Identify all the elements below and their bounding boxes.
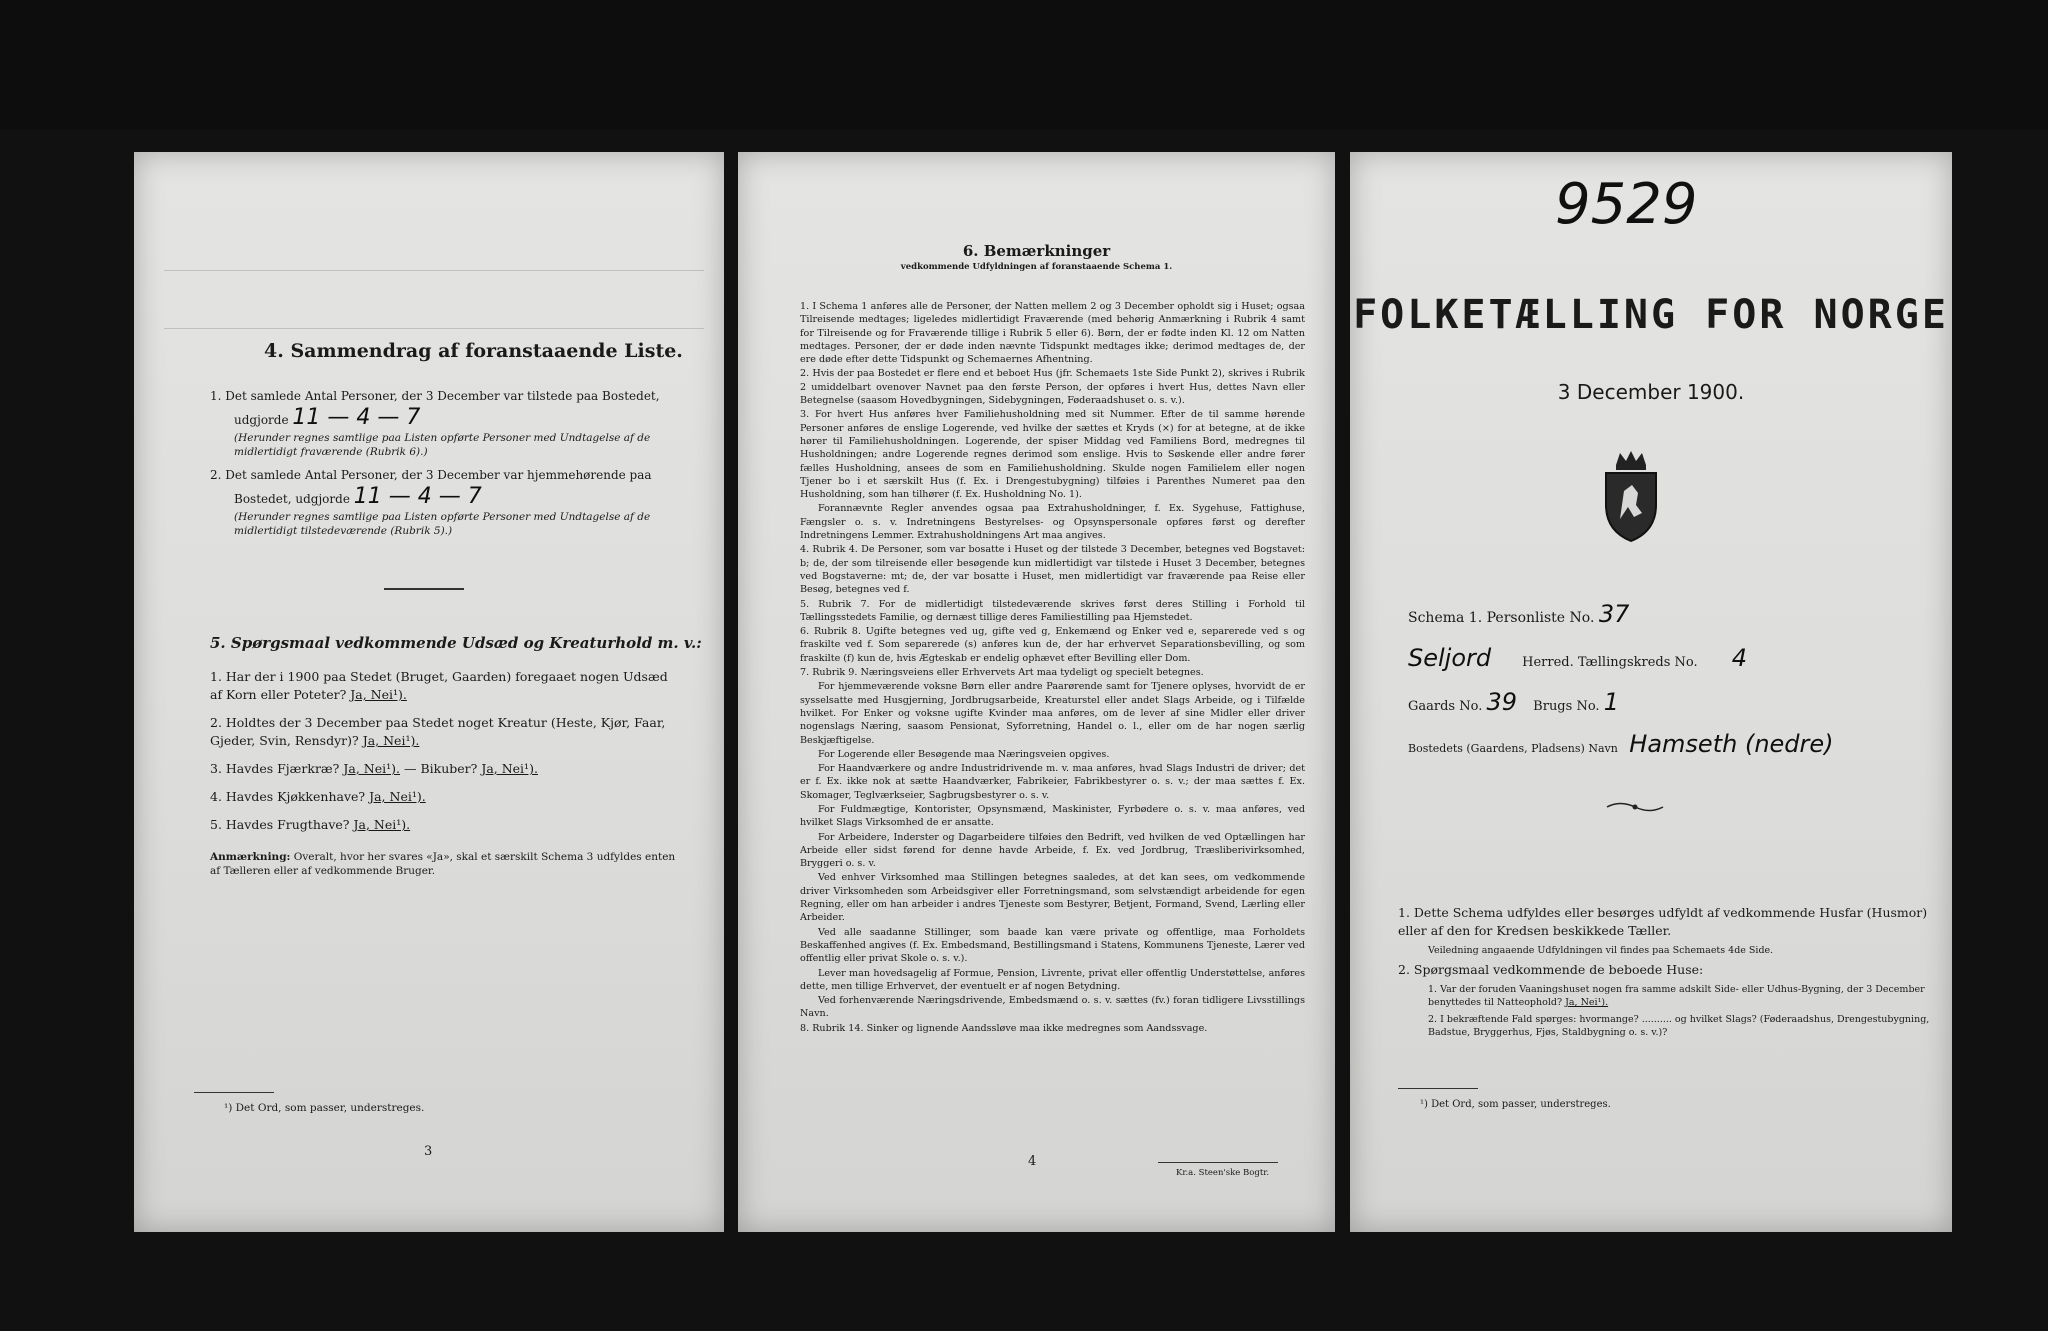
page-number: 3 xyxy=(424,1144,433,1159)
remark-paragraph: 2. Hvis der paa Bostedet er flere end et beboet Hus (jfr. Schemaets 1ste Side Punkt 2), skrives i Rubrik 2 umiddelbart ovenover Navnet paa den første Person, der opføres i hvert Hus, dettes Navn eller Betegnelse (saasom Hovedbygningen, Sidebygningen, Føderaadshuset o. s. v.). xyxy=(800,368,1305,407)
note-1-sub: Veiledning angaaende Udfyldningen vil findes paa Schemaets 4de Side. xyxy=(1428,945,1774,956)
remark-paragraph: For Logerende eller Besøgende maa Næringsveien opgives. xyxy=(818,748,1110,760)
question-5-answer: Ja, Nei¹). xyxy=(353,817,411,832)
kreds-value: 4 xyxy=(1731,644,1748,672)
remark-paragraph: 3. For hvert Hus anføres hver Familiehusholdning med sit Nummer. Efter de til samme hørende Personer anføres de enslige Logerende, ved hvilke der sættes et Kryds (×) for at betegne, at de ikke hører til Familiehusholdningen. Logerende, der spiser Middag ved Familiens Bord, medregnes til Husholdningen; andre Logerende regnes derimod som enslige. Hvis to Søskende eller andre fører fælles Husholdning, ansees de som en Familiehusholdning. Skulde nogen Familielem eller nogen Tjener bo i et særskilt Hus (f. Ex. i Drengestubygning) tilføies i Parenthes Numeret paa den Husholdning, som han tilhører (f. Ex. Husholdning No. 1). xyxy=(800,409,1305,501)
footnote-rule xyxy=(194,1092,274,1093)
archive-number: 9529 xyxy=(1555,172,1698,237)
question-3a-answer: Ja, Nei¹). xyxy=(343,761,400,776)
item-1-value: 11 — 4 — 7 xyxy=(292,405,421,430)
right-page xyxy=(1350,152,1952,1232)
remark-paragraph: 8. Rubrik 14. Sinker og lignende Aandssløve maa ikke medregnes som Aandssvage. xyxy=(800,1022,1208,1034)
kreds-label: Tællingskreds No. xyxy=(1577,655,1698,670)
left-page xyxy=(134,152,724,1232)
remarks-body xyxy=(800,300,1305,1036)
printer-rule xyxy=(1158,1162,1278,1163)
schema-label: Schema 1. Personliste No. xyxy=(1408,610,1595,626)
footnote-rule xyxy=(1398,1088,1478,1089)
page-number: 4 xyxy=(1028,1154,1037,1169)
herred-value: Seljord xyxy=(1408,644,1492,672)
section-divider xyxy=(384,588,464,590)
remark-paragraph: Forannævnte Regler anvendes ogsaa paa Extrahusholdninger, f. Ex. Sygehuse, Fattighuse, Fængsler o. s. v. Indretningens Bestyrelses- og Opsynspersonale opføres først og derefter Indretningens Lemmer. Extrahusholdningens Art maa angives. xyxy=(800,503,1305,542)
remark-paragraph: 6. Rubrik 8. Ugifte betegnes ved ug, gifte ved g, Enkemænd og Enker ved e, separerede ved s og fraskilte ved f. Som separerede (s) anføres kun de, der har erhvervet Separationsbevilling, og som fraskilte (f) kun de, hvis Ægteskab er endelig ophævet efter Bevilling eller Dom. xyxy=(800,626,1305,664)
note-2-answer: Ja, Nei¹). xyxy=(1565,997,1609,1008)
herred-row xyxy=(1408,644,1747,672)
remark-paragraph: For Haandværkere og andre Industridrivende m. v. maa anføres, hvad Slags Industri de driver; det er f. Ex. ikke nok at sætte Haandværker, Fabrikeier, Fabrikbestyrer o. s. v.; der maa sættes f. Ex. Skomager, Teglværkseier, Sagbrugsbestyrer o. s. v. xyxy=(800,763,1305,801)
schema-row xyxy=(1408,600,1629,628)
coat-of-arms-icon xyxy=(1598,447,1664,543)
remark-paragraph: For Arbeidere, Inderster og Dagarbeidere tilføies den Bedrift, ved hvilken de ved Optællingen har Arbeide eller sidst førend for denne havde Arbeide, f. Ex. ved Jordbrug, Træsliberivirksomhed, Bryggeri o. s. v. xyxy=(800,831,1305,870)
item-2-value: 11 — 4 — 7 xyxy=(353,484,482,509)
item-2-line xyxy=(234,484,680,509)
bosted-value: Hamseth (nedre) xyxy=(1629,730,1834,758)
note-2-question-2: 2. I bekræftende Fald spørges: hvormange? .......... og hvilket Slags? (Føderaadshus, Drengestubygning, Badstue, Bryggerhus, Fjøs, Staldbygning o. s. v.)? xyxy=(1428,1014,1930,1038)
bleed-through-rule xyxy=(164,270,704,271)
section-5-body xyxy=(210,668,680,888)
section-4-title: 4. Sammendrag af foranstaaende Liste. xyxy=(264,340,683,362)
question-3b-answer: Ja, Nei¹). xyxy=(481,761,538,776)
remarks-subtitle: vedkommende Udfyldningen af foranstaaende Schema 1. xyxy=(900,262,1173,272)
remark-paragraph: Ved enhver Virksomhed maa Stillingen betegnes saaledes, at det kan sees, om vedkommende driver Virksomheden som Arbeidsgiver eller Forretningsmand, som selvstændigt arbeidende for egen Regning, eller om han arbeider i andres Tjeneste som Bestyrer, Betjent, Formand, Svend, Lærling eller Arbeider. xyxy=(800,872,1305,924)
question-1-answer: Ja, Nei¹). xyxy=(350,687,407,702)
note-2: 2. Spørgsmaal vedkommende de beboede Huse: xyxy=(1398,962,1704,977)
question-4: 4. Havdes Kjøkkenhave? Ja, Nei¹). xyxy=(210,789,426,804)
bosted-label: Bostedets (Gaardens, Pladsens) Navn xyxy=(1408,742,1618,755)
question-5: 5. Havdes Frugthave? Ja, Nei¹). xyxy=(210,817,411,832)
footnote: ¹) Det Ord, som passer, understreges. xyxy=(1420,1099,1611,1110)
gaards-row xyxy=(1408,688,1619,716)
question-2: 2. Holdtes der 3 December paa Stedet noget Kreatur (Heste, Kjør, Faar, Gjeder, Svin, Rensdyr)? Ja, Nei¹). xyxy=(210,715,666,748)
question-1: 1. Har der i 1900 paa Stedet (Bruget, Gaarden) foregaaet nogen Udsæd af Korn eller Poteter? Ja, Nei¹). xyxy=(210,669,668,702)
remark-paragraph: Lever man hovedsagelig af Formue, Pension, Livrente, privat eller offentlig Understøttelse, anføres dette, men tillige Erhvervet, der eventuelt er af nogen Betydning. xyxy=(800,967,1305,992)
question-4-answer: Ja, Nei¹). xyxy=(369,789,426,804)
section-5-title: 5. Spørgsmaal vedkommende Udsæd og Kreaturhold m. v.: xyxy=(210,634,702,652)
remark-paragraph: 4. Rubrik 4. De Personer, som var bosatte i Huset og der tilstede 3 December, betegnes ved Bogstavet: b; de, der som tilreisende eller besøgende kun midlertidigt var tilstede i Huset 3 December, betegnes ved Bogstaverne: mt; de, der var bosatte i Huset, men midlertidigt var fraværende paa Reise eller Besøg, betegnes ved f. xyxy=(800,544,1305,596)
bosted-row xyxy=(1408,730,1834,758)
question-2-answer: Ja, Nei¹). xyxy=(362,733,420,748)
item-1-line xyxy=(234,405,680,430)
question-3: 3. Havdes Fjærkræ? Ja, Nei¹). — Bikuber? Ja, Nei¹). xyxy=(210,761,538,776)
remark-paragraph: 7. Rubrik 9. Næringsveiens eller Erhvervets Art maa tydeligt og specielt betegnes. xyxy=(800,667,1204,679)
remark-label: Anmærkning: xyxy=(210,851,291,863)
remark-paragraph: For Fuldmægtige, Kontorister, Opsynsmænd, Maskinister, Fyrbødere o. s. v. maa anføres, ved hvilket Slags Virksomhed de er ansatte. xyxy=(800,803,1305,829)
remark-paragraph: Ved alle saadanne Stillinger, som baade kan være private og offentlige, maa Forholdets Beskaffenhed angives (f. Ex. Embedsmand, Bestillingsmand i Statens, Kommunens Tjeneste, Lærer ved offentlig eller privat Skole o. s. v.). xyxy=(800,926,1305,965)
bleed-through-rule xyxy=(164,328,704,329)
remark-paragraph: For hjemmeværende voksne Børn eller andre Paarørende samt for Tjenere oplyses, hvorvidt de er sysselsatte med Husgjerning, Jordbrugsarbeide, Kreaturstel eller andet Slags Arbeide, og i Tilfælde hvilket. For Enker og voksne ugifte Kvinder maa anføres, om de lever af sine Midler eller driver nogenslags Næring, saasom Pensionat, Syforretning, Handel o. l., eller om de har nogen særlig Beskjæftigelse. xyxy=(800,681,1305,746)
ornament-icon xyxy=(1605,800,1665,814)
item-1-note: (Herunder regnes samtlige paa Listen opførte Personer med Undtagelse af de midlertidigt fraværende (Rubrik 6).) xyxy=(234,432,651,458)
census-title: FOLKETÆLLING FOR NORGE xyxy=(1353,292,1949,338)
remark-text: Overalt, hvor her svares «Ja», skal et særskilt Schema 3 udfyldes enten af Tælleren eller af vedkommende Bruger. xyxy=(210,851,676,877)
gaards-label: Gaards No. xyxy=(1408,699,1483,714)
section-4-body xyxy=(210,388,680,542)
item-2-note: (Herunder regnes samtlige paa Listen opførte Personer med Undtagelse af de midlertidigt tilstedeværende (Rubrik 5).) xyxy=(234,511,651,537)
remarks-title: 6. Bemærkninger xyxy=(962,242,1111,260)
remark-paragraph: 5. Rubrik 7. For de midlertidigt tilstedeværende skrives først deres Stilling i Forhold til Tællingsstedets Familie, og dernæst tillige deres Familiestilling paa Hjemstedet. xyxy=(800,598,1305,623)
schema-value: 37 xyxy=(1598,600,1630,628)
middle-page xyxy=(738,152,1335,1232)
dark-frame-top xyxy=(0,0,2048,130)
brugs-label: Brugs No. xyxy=(1533,699,1600,714)
note-1: 1. Dette Schema udfyldes eller besørges udfyldt af vedkommende Husfar (Husmor) eller af den for Kredsen beskikkede Tæller. xyxy=(1398,905,1928,938)
item-1-prefix: udgjorde xyxy=(234,413,289,427)
herred-label: Herred. xyxy=(1522,655,1574,670)
printer-mark: Kr.a. Steen'ske Bogtr. xyxy=(1176,1168,1270,1178)
census-date: 3 December 1900. xyxy=(1557,380,1745,404)
note-2-question-1: 1. Var der foruden Vaaningshuset nogen fra samme adskilt Side- eller Udhus-Bygning, der 3 December benyttedes til Natteophold? Ja, Nei¹). xyxy=(1428,984,1925,1008)
remark-paragraph: Ved forhenværende Næringsdrivende, Embedsmænd o. s. v. sættes (fv.) foran tidligere Livsstillings Navn. xyxy=(800,995,1305,1020)
footnote: ¹) Det Ord, som passer, understreges. xyxy=(224,1102,425,1114)
remark xyxy=(210,850,680,878)
item-1-text: 1. Det samlede Antal Personer, der 3 December var tilstede paa Bostedet, xyxy=(210,389,660,403)
brugs-value: 1 xyxy=(1603,688,1619,716)
gaards-value: 39 xyxy=(1486,688,1518,716)
remark-paragraph: 1. I Schema 1 anføres alle de Personer, der Natten mellem 2 og 3 December opholdt sig i Huset; ogsaa Tilreisende medtages; ligeledes midlertidigt Fraværende (med behørig Anmærkning i Rubrik 4 samt for Tilreisende og for Fraværende tillige i Rubrik 5 eller 6). Børn, der er fødte inden Kl. 12 om Natten medtages. Personer, der er døde inden nævnte Tidspunkt medtages ikke; derimod medtages de, der ere døde efter dette Tidspunkt og Schemaernes Afhentning. xyxy=(800,301,1305,366)
instructions xyxy=(1398,904,1938,1043)
item-2-text: 2. Det samlede Antal Personer, der 3 December var hjemmehørende paa xyxy=(210,468,652,482)
item-2-prefix: Bostedet, udgjorde xyxy=(234,492,350,506)
